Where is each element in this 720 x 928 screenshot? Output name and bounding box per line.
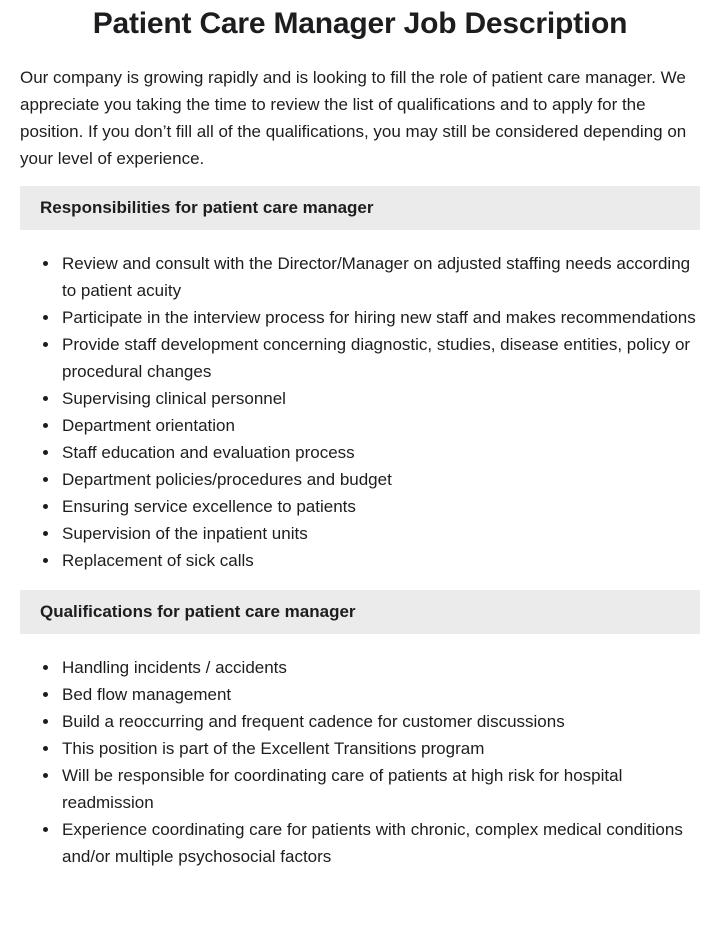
- responsibilities-list: [20, 250, 700, 574]
- responsibilities-heading-label: Responsibilities for patient care manager: [40, 198, 374, 217]
- list-item: • Department orientation: [60, 412, 700, 439]
- list-item: • Build a reoccurring and frequent cadence for customer discussions: [60, 708, 700, 735]
- list-item: • Ensuring service excellence to patients: [60, 493, 700, 520]
- qualifications-section-header: [20, 590, 700, 634]
- page-title: Patient Care Manager Job Description: [92, 7, 628, 40]
- list-item: • Provide staff development concerning diagnostic, studies, disease entities, policy or procedural changes: [60, 331, 700, 385]
- list-item: • Bed flow management: [60, 681, 700, 708]
- list-item: • Handling incidents / accidents: [60, 654, 700, 681]
- qualifications-list: [20, 654, 700, 870]
- list-item: • Will be responsible for coordinating care of patients at high risk for hospital readmission: [60, 762, 700, 816]
- list-item: • Staff education and evaluation process: [60, 439, 700, 466]
- list-item: • Supervising clinical personnel: [60, 385, 700, 412]
- responsibilities-section-header: [20, 186, 700, 230]
- job-description-page: [0, 6, 720, 870]
- qualifications-heading-label: Qualifications for patient care manager: [40, 602, 356, 621]
- list-item: • Participate in the interview process for hiring new staff and makes recommendations: [60, 304, 700, 331]
- list-item: • Review and consult with the Director/Manager on adjusted staffing needs according to patient acuity: [60, 250, 700, 304]
- list-item: • Experience coordinating care for patients with chronic, complex medical conditions and/or multiple psychosocial factors: [60, 816, 700, 870]
- intro-paragraph: Our company is growing rapidly and is looking to fill the role of patient care manager. We appreciate you taking the time to review the list of qualifications and to apply for the position. If you don’t fill all of the qualifications, you may still be considered depending on your level of experience.: [20, 68, 687, 168]
- list-item: • Supervision of the inpatient units: [60, 520, 700, 547]
- list-item: • This position is part of the Excellent Transitions program: [60, 735, 700, 762]
- list-item: • Replacement of sick calls: [60, 547, 700, 574]
- list-item: • Department policies/procedures and budget: [60, 466, 700, 493]
